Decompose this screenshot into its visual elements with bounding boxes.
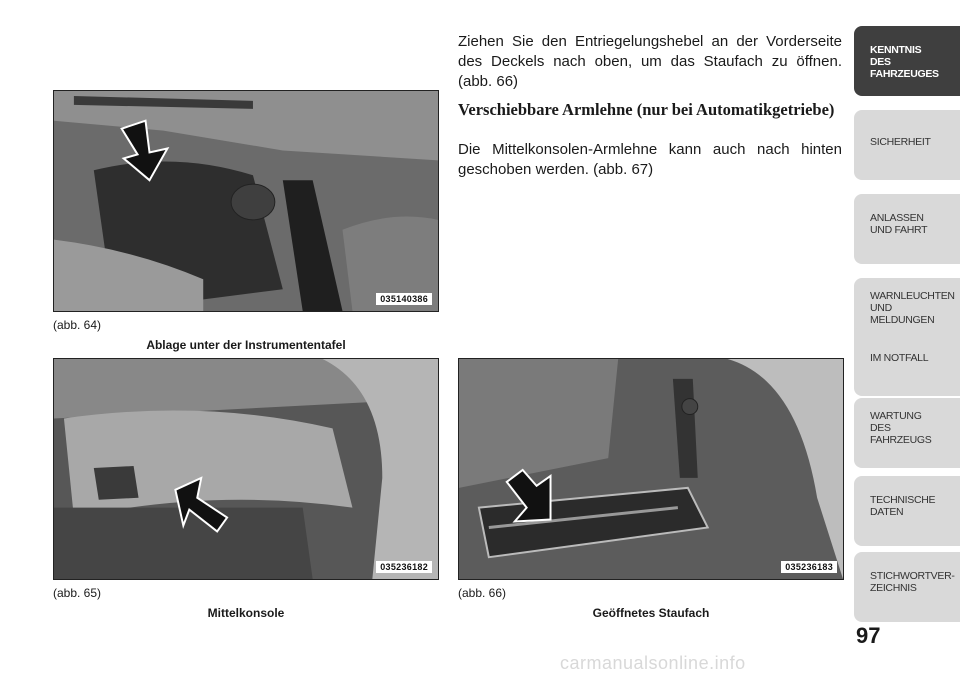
- paragraph-open-compartment: Ziehen Sie den Entriegelungshebel an der Vorderseite des Deckels nach oben, um das Staufach zu öffnen. (abb. 66): [458, 33, 842, 90]
- tab-im-notfall[interactable]: [854, 326, 960, 396]
- tab-label: ANLASSEN UND FAHRT: [870, 212, 928, 236]
- tab-label: STICHWORTVER- ZEICHNIS: [870, 570, 955, 594]
- tab-anlassen-und-fahrt[interactable]: [854, 194, 960, 264]
- tab-label: WARNLEUCHTEN UND MELDUNGEN: [870, 290, 955, 326]
- figure-code: 035140386: [376, 293, 432, 305]
- figure-storage-under-dashboard: [53, 90, 439, 312]
- figure-code: 035236182: [376, 561, 432, 573]
- figure-ref-64: (abb. 64): [53, 318, 102, 332]
- tab-stichwortverzeichnis[interactable]: [854, 552, 960, 622]
- figure-code: 035236183: [781, 561, 837, 573]
- paragraph-armrest: Die Mittelkonsolen-Armlehne kann auch nach hinten geschoben werden. (abb. 67): [458, 141, 842, 178]
- page-number: 97: [856, 623, 881, 648]
- section-heading-armrest: Verschiebbare Armlehne (nur bei Automatikgetriebe): [458, 100, 835, 119]
- figure-title-65: Mittelkonsole: [207, 606, 285, 620]
- tab-label: WARTUNG DES FAHRZEUGS: [870, 410, 932, 446]
- watermark: carmanualsonline.info: [560, 653, 746, 673]
- tab-wartung-des-fahrzeugs[interactable]: [854, 398, 960, 468]
- figure-ref-65: (abb. 65): [53, 586, 102, 600]
- figure-opened-compartment: [458, 358, 844, 580]
- figure-title-66: Geöffnetes Staufach: [592, 606, 710, 620]
- tab-label: SICHERHEIT: [870, 136, 931, 148]
- tab-label: TECHNISCHE DATEN: [870, 494, 936, 518]
- figure-center-console: [53, 358, 439, 580]
- tab-label: KENNTNIS DES FAHRZEUGES: [870, 44, 939, 80]
- tab-technische-daten[interactable]: [854, 476, 960, 546]
- figure-title-64: Ablage unter der Instrumententafel: [146, 338, 346, 352]
- tab-sicherheit[interactable]: [854, 110, 960, 180]
- figure-ref-66: (abb. 66): [458, 586, 507, 600]
- tab-kenntnis-des-fahrzeuges[interactable]: [854, 26, 960, 96]
- tab-label: IM NOTFALL: [870, 352, 929, 364]
